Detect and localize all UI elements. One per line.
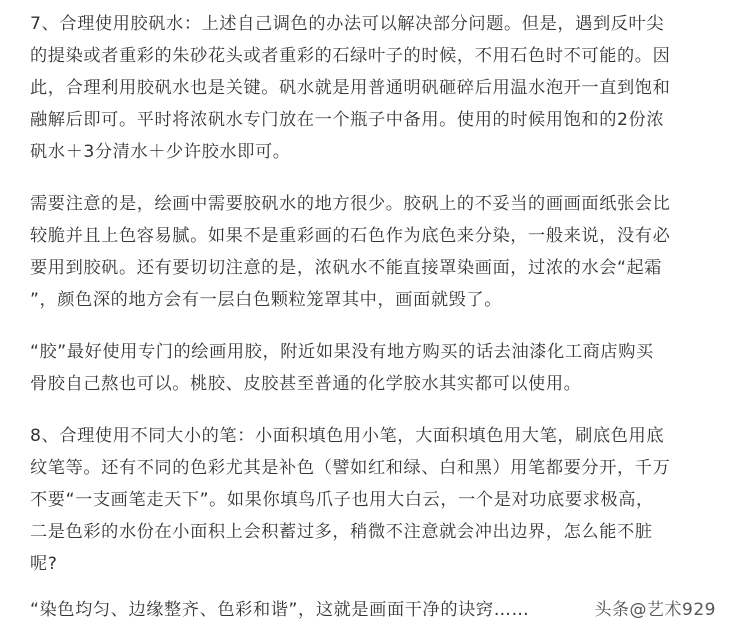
paragraph-alum-caution <box>30 188 720 316</box>
text-line: 需要注意的是，绘画中需要胶矾水的地方很少。胶矾上的不妥当的画画面纸张会比 <box>30 194 671 214</box>
footer-line <box>30 594 720 626</box>
text-line: 纹笔等。还有不同的色彩尤其是补色（譬如红和绿、白和黑）用笔都要分开，千万 <box>30 458 671 478</box>
paragraph-alum-usage <box>30 8 720 168</box>
text-line: ”，颜色深的地方会有一层白色颗粒笼罩其中，画面就毁了。 <box>30 290 502 310</box>
text-line: 呢? <box>30 554 58 574</box>
text-line: 矾水＋3分清水＋少许胶水即可。 <box>30 142 291 162</box>
text-line: 的提染或者重彩的朱砂花头或者重彩的石绿叶子的时候，不用石色时不可能的。因 <box>30 46 671 66</box>
closing-sentence: “染色均匀、边缘整齐、色彩和谐”，这就是画面干净的诀窍…… <box>30 600 530 620</box>
text-line: 7、合理使用胶矾水：上述自己调色的办法可以解决部分问题。但是，遇到反叶尖 <box>30 14 665 34</box>
paragraph-glue <box>30 336 720 400</box>
text-line: 二是色彩的水份在小面积上会积蓄过多，稍微不注意就会冲出边界，怎么能不脏 <box>30 522 653 542</box>
text-line: 骨胶自己熬也可以。桃胶、皮胶甚至普通的化学胶水其实都可以使用。 <box>30 374 582 394</box>
paragraph-brush-sizes <box>30 420 720 580</box>
text-line: 不要“一支画笔走天下”。如果你填鸟爪子也用大白云，一个是对功底要求极高， <box>30 490 654 510</box>
text-line: 要用到胶矾。还有要切切注意的是，浓矾水不能直接罩染画面，过浓的水会“起霜 <box>30 258 663 278</box>
text-line: 融解后即可。平时将浓矾水专门放在一个瓶子中备用。使用的时候用饱和的2份浓 <box>30 110 665 130</box>
text-line: 此，合理利用胶矾水也是关键。矾水就是用普通明矾砸碎后用温水泡开一直到饱和 <box>30 78 671 98</box>
text-line: “胶”最好使用专门的绘画用胶，附近如果没有地方购买的话去油漆化工商店购买 <box>30 342 654 362</box>
text-line: 较脆并且上色容易腻。如果不是重彩画的石色作为底色来分染，一般来说，没有必 <box>30 226 671 246</box>
text-line: 8、合理使用不同大小的笔：小面积填色用小笔，大面积填色用大笔，刷底色用底 <box>30 426 665 446</box>
article-body <box>30 8 720 600</box>
author-watermark: 头条@艺术929 <box>594 600 716 620</box>
